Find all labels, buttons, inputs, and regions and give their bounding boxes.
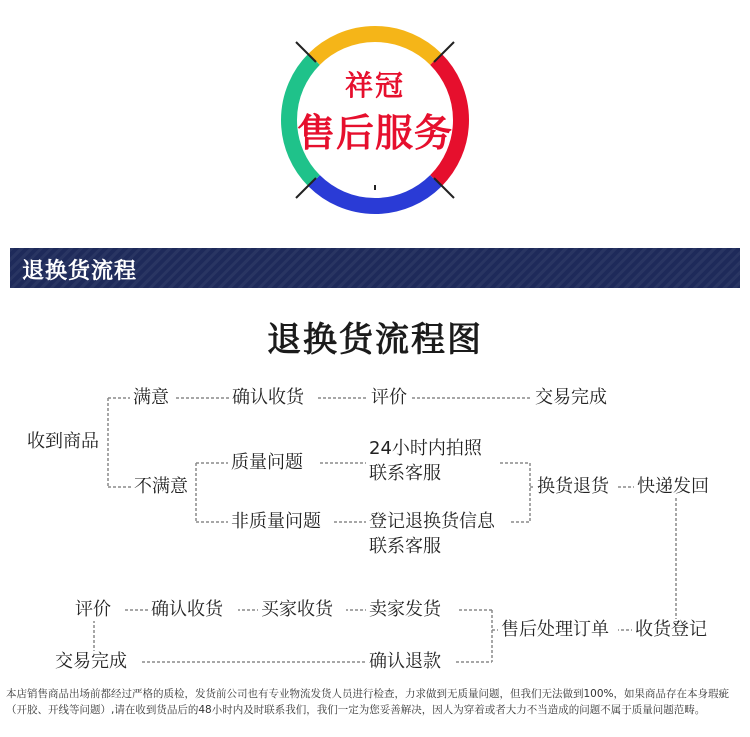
node-deal-done-bottom: 交易完成	[52, 651, 130, 673]
node-buyer-receive: 买家收货	[258, 599, 336, 621]
badge-brand: 祥冠	[344, 69, 405, 102]
node-photo-24h-line2: 联系客服	[369, 463, 441, 484]
node-dissatisfied: 不满意	[131, 476, 191, 498]
node-quality-issue: 质量问题	[228, 452, 306, 474]
node-confirm-receipt-top: 确认收货	[229, 387, 307, 409]
node-confirm-refund: 确认退款	[366, 651, 444, 673]
node-satisfied: 满意	[130, 387, 172, 409]
node-deal-done-top: 交易完成	[532, 387, 610, 409]
node-seller-ship: 卖家发货	[366, 599, 444, 621]
node-after-sale-order: 售后处理订单	[498, 619, 612, 641]
node-photo-24h-line1: 24小时内拍照	[369, 438, 482, 459]
node-receipt-register: 收货登记	[632, 619, 710, 641]
footnote-policy: 本店销售商品出场前都经过严格的质检，发货前公司也有专业物流发货人员进行检查，力求做到无质量问题，但我们无法做到100%，如果商品存在本身瑕疵（开胶、开线等问题）,请在收到货品后的48小时内及时联系我们，我们一定为您妥善解决，因人为穿着或者大力不当造成的问题不属于质量问题范畴。	[6, 688, 730, 716]
node-photo-24h	[366, 436, 485, 486]
node-register-line1: 登记退换货信息	[369, 511, 495, 532]
node-review-top: 评价	[368, 387, 410, 409]
badge-service-label: 售后服务	[296, 111, 453, 155]
banner-title: 退换货流程	[22, 259, 138, 284]
node-exchange-return: 换货退货	[534, 476, 612, 498]
node-express-return: 快递发回	[634, 476, 712, 498]
node-register-line2: 联系客服	[369, 536, 441, 557]
node-review-bottom: 评价	[72, 599, 114, 621]
node-received: 收到商品	[24, 431, 102, 453]
node-confirm-receipt-bottom: 确认收货	[148, 599, 226, 621]
node-register-info	[366, 509, 498, 559]
flow-chart-title: 退换货流程图	[267, 320, 483, 360]
node-non-quality-issue: 非质量问题	[228, 511, 324, 533]
